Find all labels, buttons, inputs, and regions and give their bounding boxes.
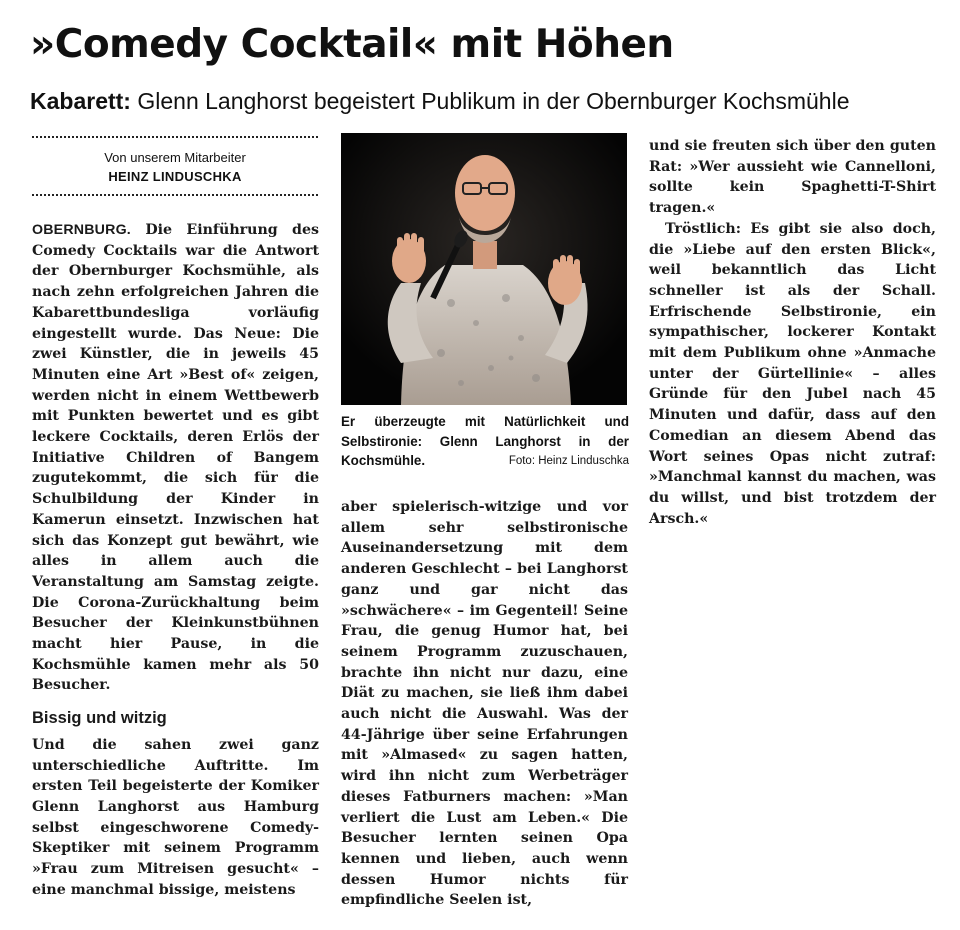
subheadline-text: Glenn Langhorst begeistert Publikum in der Obernburger Kochsmühle [137,88,850,114]
paragraph-intro [32,220,319,696]
byline-author: HEINZ LINDUSCHKA [108,169,242,184]
column-3 [649,136,936,529]
byline-prefix: Von unserem Mitarbeiter [104,150,246,165]
photo-credit: Foto: Heinz Linduschka [508,455,629,467]
subheadline [30,88,849,115]
column-2 [341,497,628,911]
paragraph-col1-second: Und die sahen zwei ganz unterschiedliche Auftritte. Im ersten Teil begeisterte der Komiker Glenn Langhorst aus Hamburg selbst eingeschworene Comedy-Skeptiker mit seinem Programm »Frau zum Mitreisen gesucht« – eine manchmal bissige, meistens [32,736,319,898]
paragraph-col2: aber spielerisch-witzige und vor allem sehr selbstironische Auseinandersetzung mit dem anderen Geschlecht – bei Langhorst ganz und gar nicht das »schwächere« – im Gegenteil! Seine Frau, die genug Humor hat, bei seinem Programm zuzuschauen, brachte ihn nicht nur dazu, eine Diät zu machen, sie ließ ihm dabei auch nicht die Auswahl. Was der 44-Jährige über seine Erfahrungen mit »Almased« zu sagen hatten, wird ihn nicht zum Werbeträger dieses Fatburners machen: »Man verliert die Lust am Leben.« Die Besucher lernten seinen Opa kennen und lieben, auch wenn dessen Humor nichts für empfindliche Seelen ist, [341,499,628,909]
headline: »Comedy Cocktail« mit Höhen [30,22,674,67]
subheadline-kicker: Kabarett: [30,88,131,114]
column-1 [32,220,319,901]
article-photo [341,133,627,405]
byline [32,148,318,186]
paragraph-intro-text: Die Einführung des Comedy Cocktails war die Antwort der Obernburger Kochsmühle, als nach zehn erfolgreichen Jahren die Kabarettbundesliga vorläufig eingestellt wurde. Das Neue: Die zwei Künstler, die in jeweils 45 Minuten eine Art »Best of« zeigen, werden nicht in einem Wettbewerb mit Punkten bewertet und es gibt leckere Cocktails, deren Erlös der Initiative Children of Bangem zugutekommt, die sich für die Schulbildung der Kinder in Kamerun einsetzt. Inzwischen hat sich das Konzept gut bewährt, wie alles in allem auch die Veranstaltung am Samstag zeigte. Die Corona-Zurückhaltung beim Besucher der Kleinkunstbühnen macht hier Pause, in die Kochsmühle kamen mehr als 50 Besucher. [32,222,319,694]
comedian-photo-illustration [341,133,627,405]
photo-caption [341,412,629,472]
section-subhead: Bissig und witzig [32,709,167,728]
dateline: OBERNBURG. [32,222,131,238]
byline-top-rule [32,136,318,138]
byline-bottom-rule [32,194,318,196]
paragraph-col3-second: Tröstlich: Es gibt sie also doch, die »Liebe auf den ersten Blick«, weil bekanntlich das Licht schneller ist als der Schall. Erfrischende Selbstironie, ein sympathischer, lockerer Kontakt mit dem Publikum ohne »Anmache unter der Gürtellinie« – alles Gründe für den Jubel nach 45 Minuten und dafür, dass auf den Comedian an diesem Abend das Wort seines Opas nicht zutraf: »Manchmal kannst du machen, was du willst, und bist trotzdem der Arsch.« [649,220,936,527]
paragraph-col3-first: und sie freuten sich über den guten Rat: »Wer aussieht wie Cannelloni, sollte kein Spaghetti-T-Shirt tragen.« [649,138,936,217]
caption-text: Er überzeugte mit Natürlichkeit und Selbstironie: Glenn Langhorst in der Kochsmühle. [341,414,629,468]
